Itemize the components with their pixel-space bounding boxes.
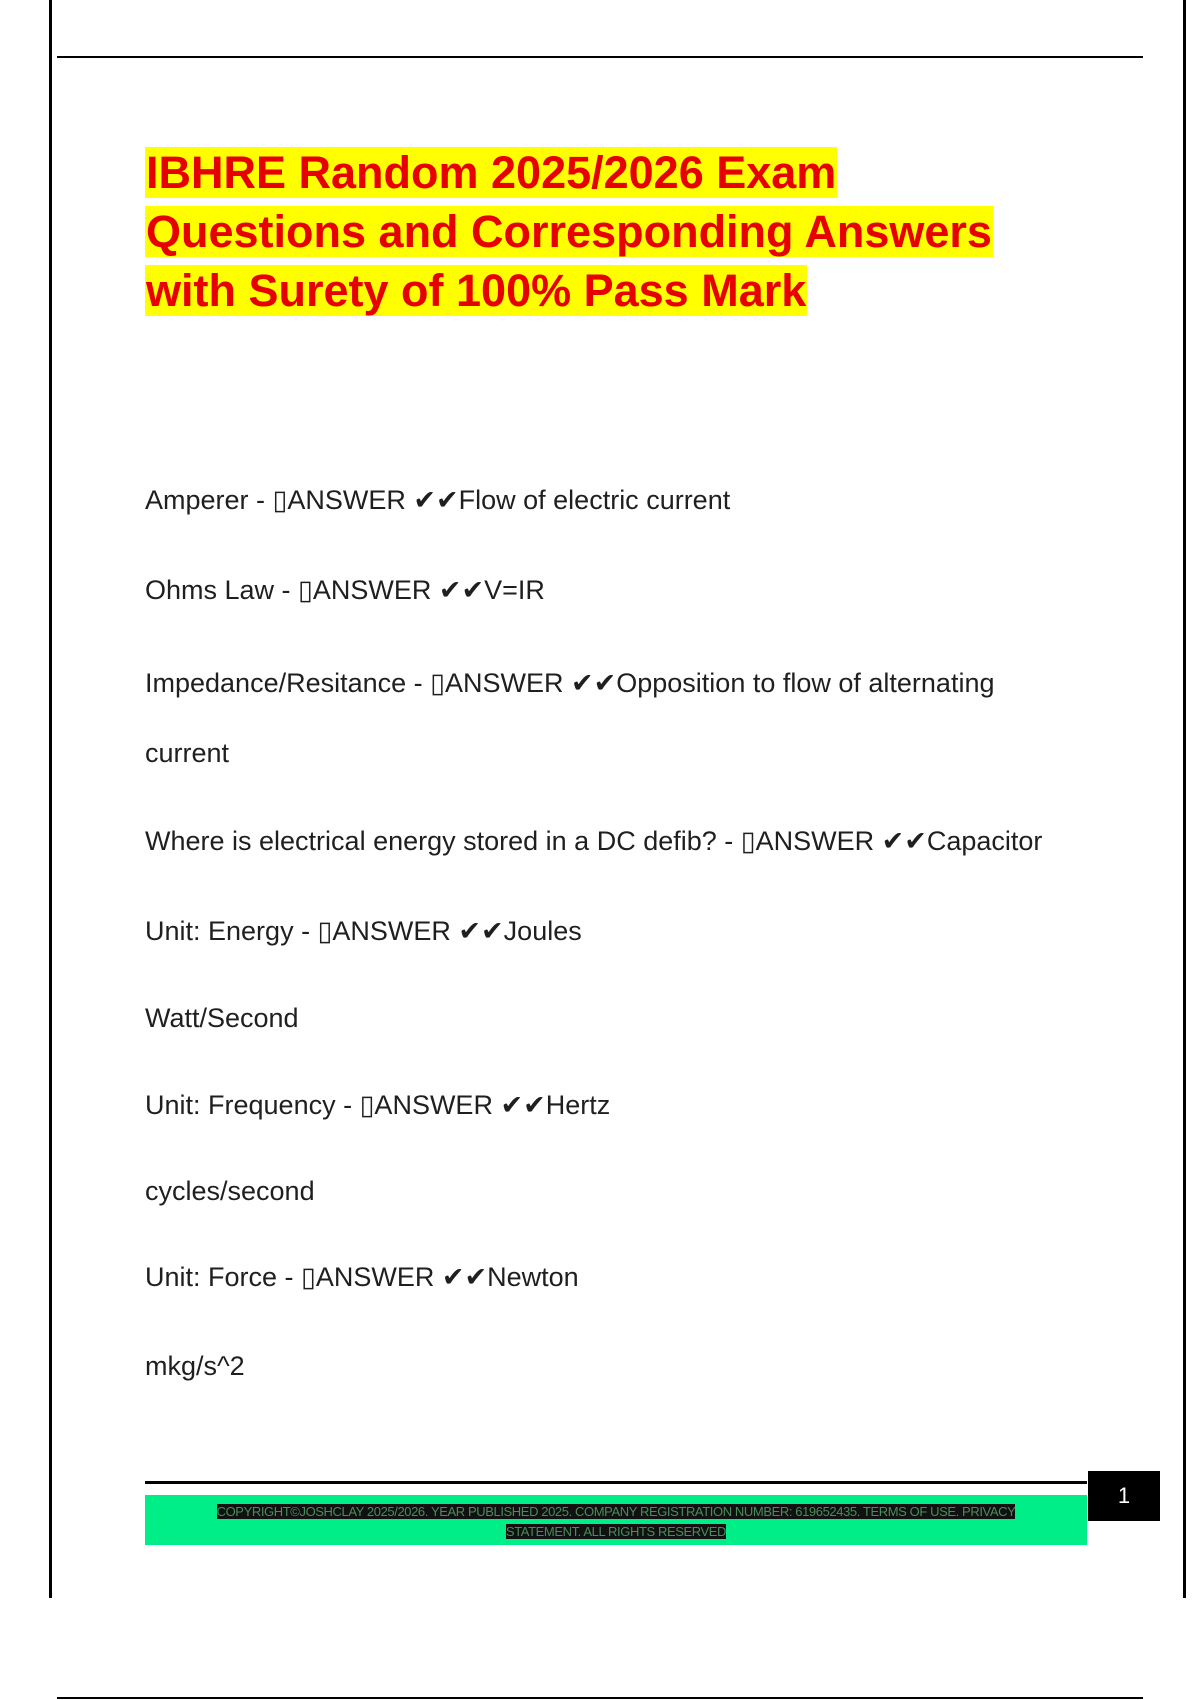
footer-copyright bbox=[165, 1502, 1067, 1542]
qa-line-amperer: Amperer - ▯ANSWER ✔✔Flow of electric current bbox=[145, 485, 731, 515]
qa-line-unit-energy: Unit: Energy - ▯ANSWER ✔✔Joules bbox=[145, 916, 582, 946]
header-rule bbox=[57, 56, 1143, 58]
qa-line-unit-frequency: Unit: Frequency - ▯ANSWER ✔✔Hertz bbox=[145, 1090, 611, 1120]
title-line-1: IBHRE Random 2025/2026 Exam bbox=[146, 147, 837, 198]
title-line-3: with Surety of 100% Pass Mark bbox=[146, 265, 807, 316]
footer-copyright-line-2: STATEMENT. ALL RIGHTS RESERVED bbox=[505, 1524, 727, 1539]
qa-line-mkg-s2: mkg/s^2 bbox=[145, 1351, 245, 1381]
next-page-header-rule bbox=[57, 1697, 1143, 1699]
qa-line-unit-force: Unit: Force - ▯ANSWER ✔✔Newton bbox=[145, 1262, 579, 1292]
qa-line-impedance: Impedance/Resitance - ▯ANSWER ✔✔Opposition to flow of alternating bbox=[145, 668, 995, 698]
page-border-left bbox=[49, 0, 52, 1598]
qa-line-watt-second: Watt/Second bbox=[145, 1003, 299, 1033]
title-line-2: Questions and Corresponding Answers bbox=[146, 206, 992, 257]
footer-copyright-line-1: COPYRIGHT©JOSHCLAY 2025/2026. YEAR PUBLISHED 2025. COMPANY REGISTRATION NUMBER: 619652435. TERMS OF USE. PRIVACY bbox=[216, 1504, 1016, 1519]
qa-line-ohms-law: Ohms Law - ▯ANSWER ✔✔V=IR bbox=[145, 575, 545, 605]
page-number: 1 bbox=[1088, 1471, 1160, 1521]
document-title bbox=[145, 143, 1105, 320]
footer-rule bbox=[145, 1481, 1087, 1484]
qa-line-dc-defib: Where is electrical energy stored in a DC defib? - ▯ANSWER ✔✔Capacitor bbox=[145, 826, 1043, 856]
qa-line-cycles-second: cycles/second bbox=[145, 1176, 315, 1206]
page-border-right bbox=[1183, 0, 1186, 1598]
qa-line-impedance-continued: current bbox=[145, 738, 230, 768]
